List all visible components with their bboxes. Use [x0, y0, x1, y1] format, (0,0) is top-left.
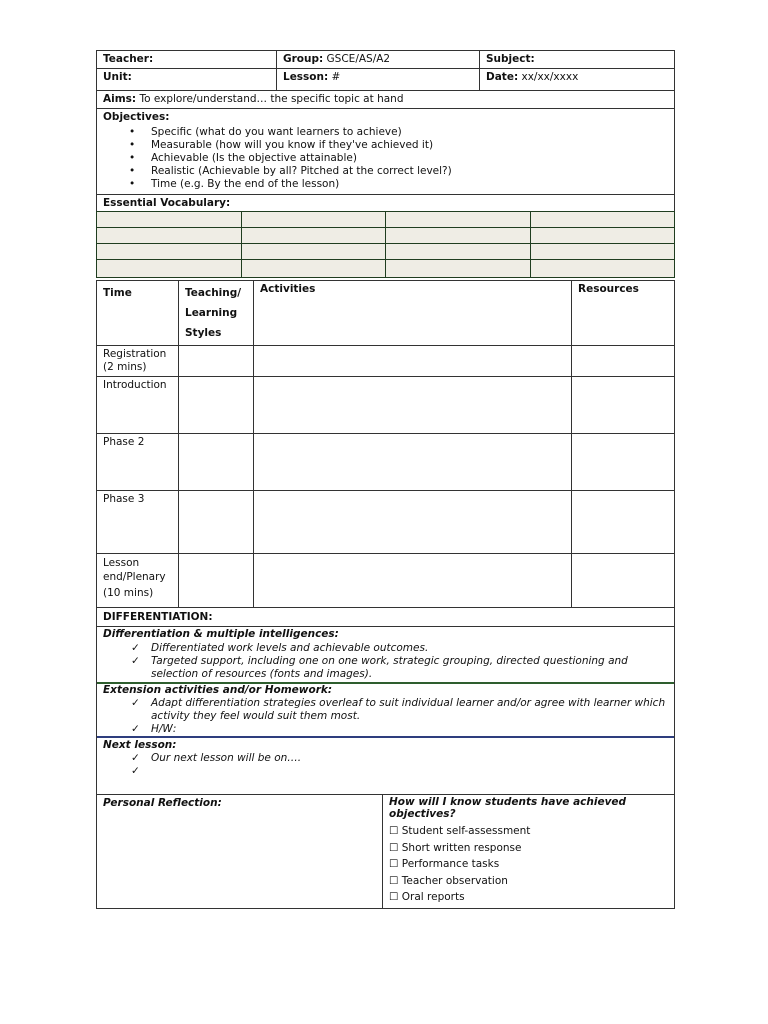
extension-heading: Extension activities and/or Homework: [103, 684, 333, 696]
objective-item: • Time (e.g. By the end of the lesson) [103, 178, 668, 191]
extension-item: ✓ H/W: [131, 723, 177, 735]
time-cell-introduction: Introduction [97, 377, 179, 434]
differentiation-list [103, 642, 668, 681]
assessment-option[interactable]: ☐ Oral reports [389, 891, 465, 903]
styles-cell[interactable] [179, 434, 254, 491]
differentiation-item: ✓ Differentiated work levels and achievable outcomes. [131, 642, 429, 654]
objective-item: • Specific (what do you want learners to achieve) [103, 126, 668, 139]
assessment-option[interactable]: ☐ Short written response [389, 841, 522, 854]
vocab-cell[interactable] [386, 260, 531, 278]
vocab-cell[interactable] [97, 244, 242, 260]
date-label: Date: [486, 71, 519, 83]
time-cell-phase-2: Phase 2 [97, 434, 179, 491]
time-cell-phase-3: Phase 3 [97, 491, 179, 554]
styles-cell[interactable] [179, 491, 254, 554]
vocab-cell[interactable] [241, 244, 386, 260]
objectives-cell [97, 109, 675, 195]
vocab-heading-cell [97, 195, 675, 212]
vocab-cell[interactable] [241, 212, 386, 228]
date-value: xx/xx/xxxx [521, 71, 579, 83]
resources-cell[interactable] [572, 491, 675, 554]
unit-cell [97, 69, 277, 91]
styles-cell[interactable] [179, 346, 254, 377]
vocab-label: Essential Vocabulary: [103, 197, 231, 209]
group-cell [277, 51, 480, 69]
aims-cell [97, 91, 675, 109]
vocab-cell[interactable] [97, 212, 242, 228]
extension-item-continued: activity they feel would suit them most. [151, 710, 361, 722]
objectives-label: Objectives: [103, 111, 170, 123]
lesson-label: Lesson: [283, 71, 329, 83]
check-icon: ✓ [131, 752, 140, 764]
subject-cell [480, 51, 675, 69]
time-cell-plenary: Lesson end/Plenary (10 mins) [97, 554, 179, 608]
header-table [96, 50, 675, 91]
col-time-header: Time [97, 281, 179, 346]
vocab-cell[interactable] [530, 244, 675, 260]
teacher-label: Teacher: [103, 53, 154, 65]
activities-cell[interactable] [254, 346, 572, 377]
assessment-cell [383, 795, 675, 909]
next-lesson-list [103, 752, 668, 777]
activities-cell[interactable] [254, 554, 572, 608]
vocab-cell[interactable] [97, 228, 242, 244]
reflection-table [96, 794, 675, 909]
objectives-list [103, 126, 668, 191]
objective-item: • Measurable (how will you know if they've achieved it) [103, 139, 668, 152]
personal-reflection-cell[interactable] [97, 795, 383, 909]
vocab-cell[interactable] [530, 228, 675, 244]
vocab-cell[interactable] [97, 260, 242, 278]
next-lesson-heading: Next lesson: [103, 739, 177, 751]
check-icon: ✓ [131, 765, 140, 777]
resources-cell[interactable] [572, 346, 675, 377]
lesson-value: # [331, 71, 341, 83]
next-lesson-block [97, 738, 674, 794]
differentiation-section [96, 608, 675, 795]
vocab-cell[interactable] [530, 260, 675, 278]
objective-item: • Realistic (Achievable by all? Pitched at the correct level?) [103, 165, 668, 178]
objective-item: • Achievable (Is the objective attainable) [103, 152, 668, 165]
time-cell-registration: Registration (2 mins) [97, 346, 179, 377]
aims-label: Aims: [103, 93, 137, 105]
lesson-plan [96, 50, 675, 909]
assessment-options [389, 823, 668, 906]
assessment-option[interactable]: ☐ Student self-assessment [389, 825, 531, 837]
col-resources-header: Resources [572, 281, 675, 346]
differentiation-heading: Differentiation & multiple intelligences: [103, 628, 339, 640]
check-icon: ✓ [131, 697, 140, 709]
check-icon: ✓ [131, 655, 140, 667]
plan-table [96, 280, 675, 608]
assessment-option[interactable]: ☐ Performance tasks [389, 858, 500, 870]
teacher-cell [97, 51, 277, 69]
check-icon: ✓ [131, 642, 140, 654]
lesson-cell [277, 69, 480, 91]
vocab-cell[interactable] [530, 212, 675, 228]
differentiation-block [97, 627, 674, 684]
vocab-cell[interactable] [386, 228, 531, 244]
check-icon: ✓ [131, 723, 140, 735]
personal-reflection-label: Personal Reflection: [103, 797, 222, 809]
col-activities-header: Activities [254, 281, 572, 346]
next-lesson-item: ✓ Our next lesson will be on…. [131, 752, 302, 764]
vocab-cell[interactable] [386, 244, 531, 260]
differentiation-item: ✓ Targeted support, including one on one work, strategic grouping, directed questioning and [131, 655, 628, 667]
aims-value: To explore/understand… the specific topic at hand [139, 93, 404, 105]
assessment-option[interactable]: ☐ Teacher observation [389, 874, 508, 887]
vocab-cell[interactable] [386, 212, 531, 228]
resources-cell[interactable] [572, 377, 675, 434]
assessment-question: How will I know students have achieved objectives? [389, 796, 627, 820]
subject-label: Subject: [486, 53, 535, 65]
activities-cell[interactable] [254, 434, 572, 491]
activities-cell[interactable] [254, 491, 572, 554]
activities-cell[interactable] [254, 377, 572, 434]
col-styles-header: Teaching/ Learning Styles [179, 281, 254, 346]
extension-list [103, 697, 668, 736]
aims-table [96, 90, 675, 212]
differentiation-title: DIFFERENTIATION: [97, 608, 674, 627]
group-value: GSCE/AS/A2 [326, 53, 391, 65]
resources-cell[interactable] [572, 554, 675, 608]
date-cell [480, 69, 675, 91]
styles-cell[interactable] [179, 554, 254, 608]
vocab-cell[interactable] [241, 260, 386, 278]
group-label: Group: [283, 53, 324, 65]
vocab-cell[interactable] [241, 228, 386, 244]
styles-cell[interactable] [179, 377, 254, 434]
resources-cell[interactable] [572, 434, 675, 491]
vocab-grid [96, 211, 675, 278]
differentiation-item-continued: selection of resources (fonts and images). [151, 668, 373, 680]
extension-block [97, 684, 674, 738]
extension-item: ✓ Adapt differentiation strategies overleaf to suit individual learner and/or agree with learner which [131, 697, 666, 709]
unit-label: Unit: [103, 71, 132, 83]
